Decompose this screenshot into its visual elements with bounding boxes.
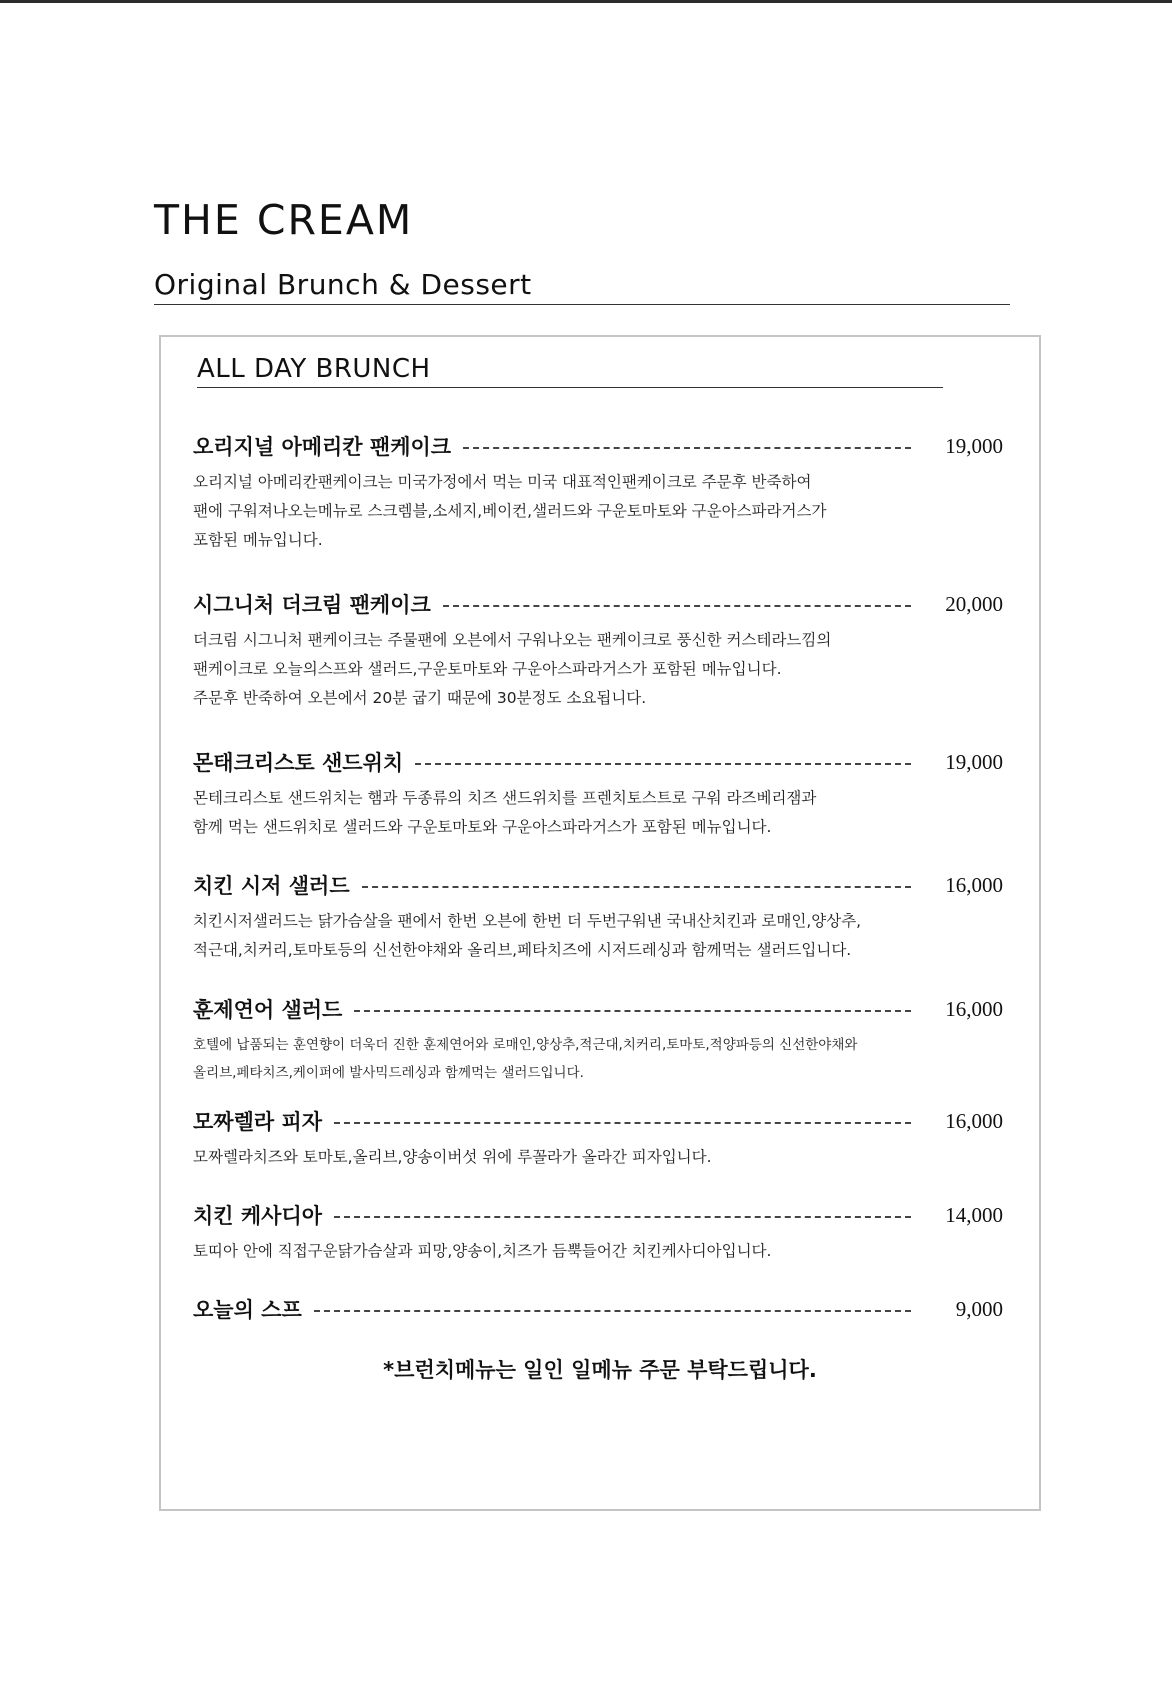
dotted-leader: [415, 763, 911, 765]
item-description: 호텔에 납품되는 훈연향이 더욱더 진한 훈제연어와 로매인,양상추,적근대,치커리,토마토,적양파등의 신선한야채와 올리브,페타치즈,케이퍼에 발사믹드레싱과 함께먹는 샐러드입니다.: [193, 1037, 858, 1081]
item-description: 몬테크리스토 샌드위치는 햄과 두종류의 치즈 샌드위치를 프렌치토스트로 구워 라즈베리잼과 함께 먹는 샌드위치로 샐러드와 구운토마토와 구운아스파라거스가 포함된 메뉴입니다.: [193, 789, 817, 836]
menu-item-chicken-caesar-salad: [193, 869, 1003, 965]
menu-item-chicken-quesadilla: [193, 1199, 1003, 1266]
menu-item-american-pancake: [193, 430, 1003, 555]
item-description: 모짜렐라치즈와 토마토,올리브,양송이버섯 위에 루꼴라가 올라간 피자입니다.: [193, 1148, 712, 1166]
item-price: 16,000: [945, 1108, 1003, 1133]
item-name: 훈제연어 샐러드: [193, 998, 343, 1022]
dotted-leader: [443, 605, 911, 607]
item-name: 치킨 시저 샐러드: [193, 874, 350, 898]
top-border-line: [0, 0, 1172, 3]
dotted-leader: [334, 1122, 911, 1124]
brand-tagline: Original Brunch & Dessert: [154, 268, 1010, 305]
item-price: 20,000: [945, 591, 1003, 616]
item-name: 몬태크리스토 샌드위치: [193, 751, 404, 775]
item-price: 19,000: [945, 749, 1003, 774]
dotted-leader: [362, 886, 911, 888]
menu-item-smoked-salmon-salad: [193, 993, 1003, 1087]
item-price: 16,000: [945, 872, 1003, 897]
item-name: 모짜렐라 피자: [193, 1110, 323, 1134]
item-description: 오리지널 아메리칸팬케이크는 미국가정에서 먹는 미국 대표적인팬케이크로 주문후 반죽하여 팬에 구워져나오는메뉴로 스크렘블,소세지,베이컨,샐러드와 구운토마토와 구운아스파라거스가 포함된 메뉴입니다.: [193, 473, 827, 549]
item-price: 16,000: [945, 996, 1003, 1021]
item-description: 토띠아 안에 직접구운닭가슴살과 피망,양송이,치즈가 듬뿍들어간 치킨케사디아입니다.: [193, 1242, 772, 1260]
order-note: *브런치메뉴는 일인 일메뉴 주문 부탁드립니다.: [383, 1358, 817, 1382]
menu-panel: [159, 335, 1041, 1511]
dotted-leader: [314, 1310, 911, 1312]
menu-item-mozzarella-pizza: [193, 1105, 1003, 1172]
menu-item-soup-of-the-day: [193, 1293, 1003, 1325]
item-price: 9,000: [955, 1296, 1003, 1321]
brand-title: THE CREAM: [154, 196, 414, 244]
item-name: 오늘의 스프: [193, 1298, 302, 1322]
item-name: 시그니처 더크림 팬케이크: [193, 593, 431, 617]
item-description: 치킨시저샐러드는 닭가슴살을 팬에서 한번 오븐에 한번 더 두번구워낸 국내산치킨과 로매인,양상추, 적근대,치커리,토마토등의 신선한야채와 올리브,페타치즈에 시저드레싱과 함께먹는 샐러드입니다.: [193, 912, 862, 959]
item-description: 더크림 시그니처 팬케이크는 주물팬에 오븐에서 구워나오는 팬케이크로 풍신한 커스테라느낌의 팬케이크로 오늘의스프와 샐러드,구운토마토와 구운아스파라거스가 포함된 메뉴입니다. 주문후 반죽하여 오븐에서 20분 굽기 때문에 30분정도 소요됩니다.: [193, 631, 832, 707]
item-name: 치킨 케사디아: [193, 1204, 323, 1228]
menu-item-signature-pancake: [193, 588, 1003, 713]
item-name: 오리지널 아메리칸 팬케이크: [193, 435, 452, 459]
dotted-leader: [463, 447, 911, 449]
item-price: 19,000: [945, 433, 1003, 458]
menu-item-monte-cristo: [193, 746, 1003, 842]
section-title: ALL DAY BRUNCH: [197, 351, 943, 388]
dotted-leader: [354, 1010, 911, 1012]
dotted-leader: [334, 1216, 911, 1218]
item-price: 14,000: [945, 1202, 1003, 1227]
